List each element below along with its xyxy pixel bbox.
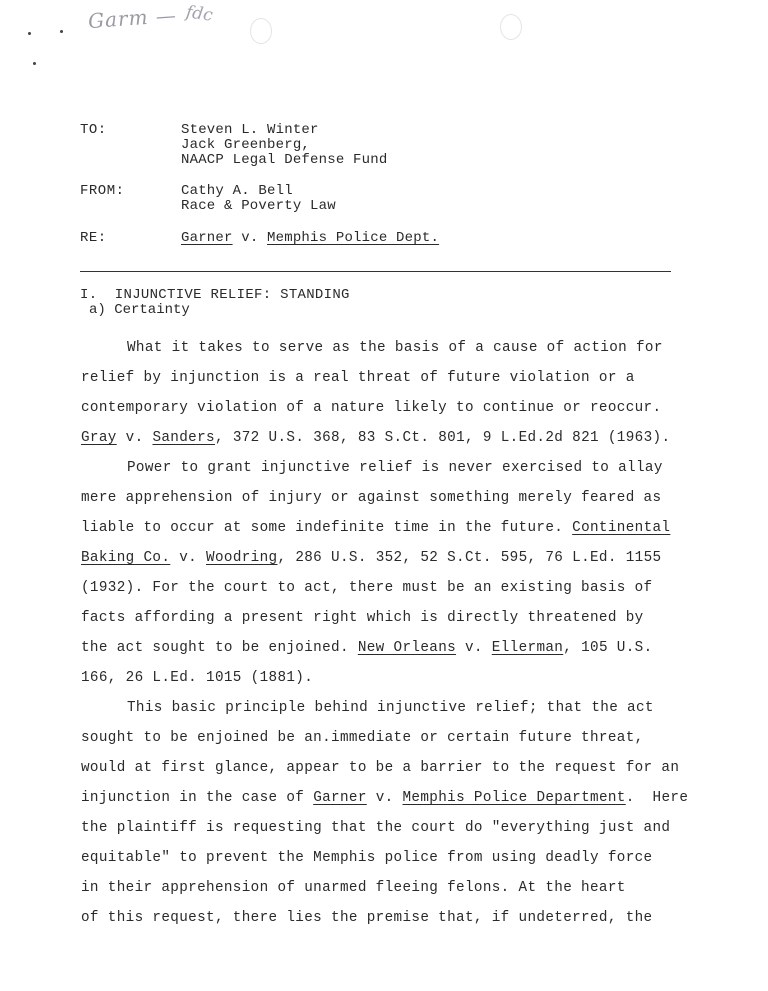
p3-line-7: in their apprehension of unarmed fleeing felons. At the heart [81, 880, 626, 896]
ink-mark [60, 30, 63, 33]
citation: , 372 U.S. 368, 83 S.Ct. 801, 9 L.Ed.2d 821 (1963). [214, 430, 671, 446]
case-gray: Gray [81, 430, 117, 446]
header-divider [80, 271, 671, 272]
versus: v. [465, 640, 483, 656]
citation: , 105 U.S. [563, 640, 653, 656]
from-line-2: Race & Poverty Law [181, 198, 336, 214]
p3-line-1: This basic principle behind injunctive relief; that the act [127, 700, 654, 716]
re-label: RE: [80, 230, 107, 246]
section-heading: I. INJUNCTIVE RELIEF: STANDING [80, 287, 350, 303]
p2-line-4 [81, 550, 661, 566]
case-woodring: Woodring [206, 550, 278, 566]
punch-hole [500, 14, 522, 40]
p2-line-3-text: liable to occur at some indefinite time in the future. [81, 520, 564, 536]
case-continental: Continental [572, 520, 671, 536]
versus: v. [375, 790, 394, 806]
p1-line-2: relief by injunction is a real threat of future violation or a [81, 370, 635, 386]
re-versus: v. [241, 230, 259, 246]
handwritten-scribble: Garm — [87, 2, 178, 34]
p3-line-8: of this request, there lies the premise that, if undeterred, the [81, 910, 653, 926]
p2-line-6: facts affording a present right which is directly threatened by [81, 610, 644, 626]
p2-line-3 [81, 520, 670, 536]
case-memphis-police-department: Memphis Police Department [402, 790, 626, 806]
p3-line-4-text: injunction in the case of [81, 790, 305, 806]
from-line-1: Cathy A. Bell [181, 183, 293, 199]
p3-line-5: the plaintiff is requesting that the court do "everything just and [81, 820, 671, 836]
section-subheading: a) Certainty [89, 302, 190, 318]
p3-line-3: would at first glance, appear to be a barrier to the request for an [81, 760, 680, 776]
handwritten-scribble: fdc [184, 2, 214, 26]
line-end: . Here [625, 790, 689, 806]
p1-line-4 [81, 430, 670, 446]
p1-line-3: contemporary violation of a nature likely to continue or reoccur. [81, 400, 662, 416]
to-line-2: Jack Greenberg, [181, 137, 311, 153]
p3-line-6: equitable" to prevent the Memphis police from using deadly force [81, 850, 653, 866]
case-baking-co: Baking Co. [81, 550, 171, 566]
to-line-3: NAACP Legal Defense Fund [181, 152, 388, 168]
versus: v. [125, 430, 144, 446]
punch-hole [250, 18, 272, 44]
versus: v. [179, 550, 198, 566]
to-line-1: Steven L. Winter [181, 122, 319, 138]
case-garner: Garner [313, 790, 367, 806]
ink-mark [33, 62, 36, 65]
p2-line-2: mere apprehension of injury or against something merely feared as [81, 490, 662, 506]
p1-line-1: What it takes to serve as the basis of a cause of action for [127, 340, 663, 356]
p2-line-5: (1932). For the court to act, there must be an existing basis of [81, 580, 653, 596]
case-new-orleans: New Orleans [357, 640, 457, 656]
p2-line-7 [81, 640, 653, 656]
ink-mark [28, 32, 31, 35]
case-ellerman: Ellerman [491, 640, 564, 656]
re-subject [181, 230, 439, 246]
re-plaintiff: Garner [181, 230, 233, 246]
p3-line-4 [81, 790, 688, 806]
p3-line-2: sought to be enjoined be an.immediate or certain future threat, [81, 730, 644, 746]
to-label: TO: [80, 122, 107, 138]
p2-line-7-text: the act sought to be enjoined. [81, 640, 349, 656]
case-sanders: Sanders [152, 430, 215, 446]
re-defendant: Memphis Police Dept. [267, 230, 440, 246]
citation: , 286 U.S. 352, 52 S.Ct. 595, 76 L.Ed. 1155 [277, 550, 662, 566]
p2-line-8: 166, 26 L.Ed. 1015 (1881). [81, 670, 314, 686]
p2-line-1: Power to grant injunctive relief is never exercised to allay [127, 460, 663, 476]
from-label: FROM: [80, 183, 125, 199]
